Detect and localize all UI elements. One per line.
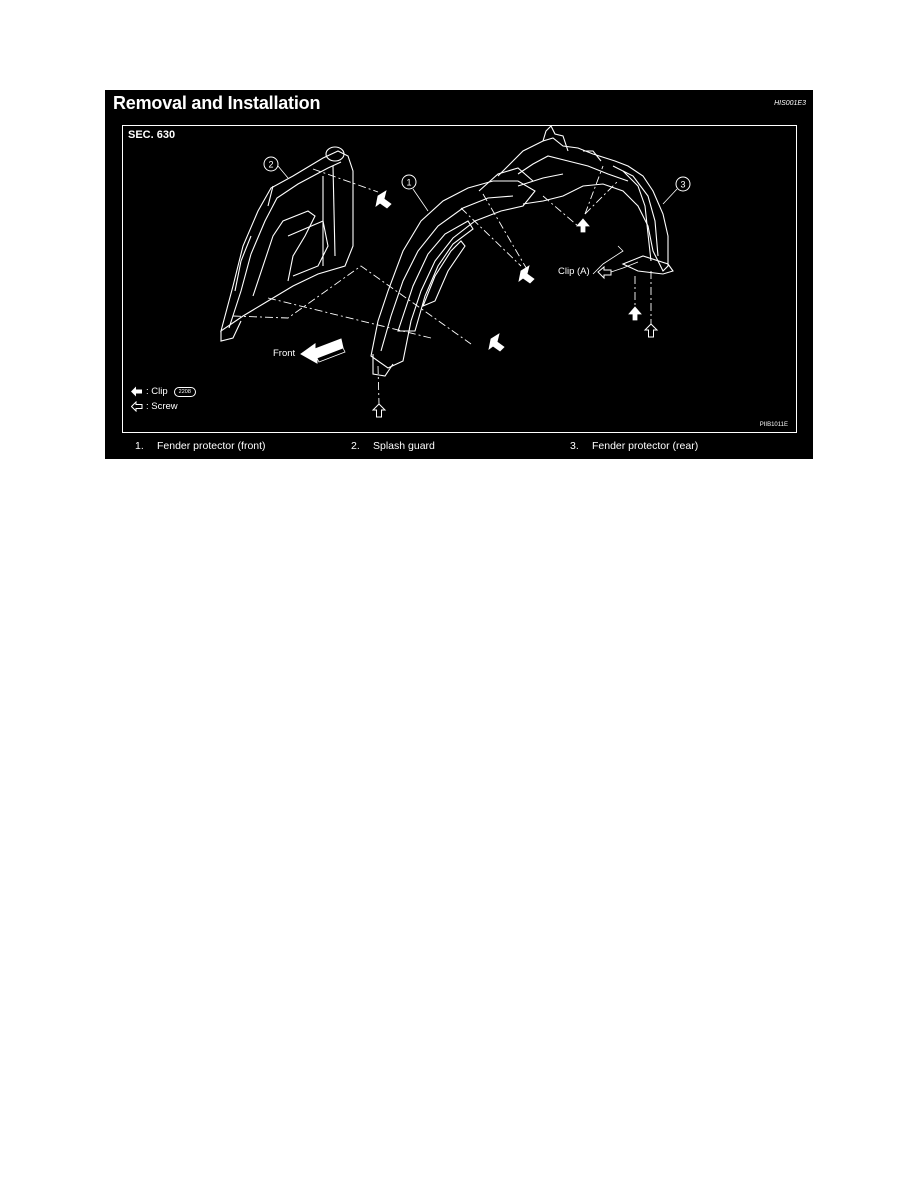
caption-text: Fender protector (front) (157, 440, 266, 452)
clip-a-label: Clip (A) (558, 266, 590, 277)
screw-arrow-icon (645, 324, 657, 337)
svg-text:3: 3 (680, 179, 686, 190)
screw-arrow-icon (373, 404, 385, 417)
legend-clip-row (131, 384, 196, 399)
legend-screw-row (131, 399, 196, 414)
screw-arrow-icon (131, 401, 143, 412)
legend-clip-code: 2208 (174, 387, 196, 397)
clip-arrow-icon (376, 191, 391, 208)
clip-arrow-icon (629, 307, 641, 320)
fender-protector-rear-drawing (498, 126, 673, 274)
clip-arrow-icon (131, 386, 143, 397)
figure-code: HIS001E3 (774, 100, 806, 107)
screw-arrow-icon (598, 267, 611, 278)
fender-diagram-art (123, 126, 798, 434)
caption-number: 1. (135, 440, 144, 452)
callout-3 (663, 177, 690, 204)
caption-item (570, 440, 698, 452)
diagram-figure (105, 90, 813, 459)
figure-title: Removal and Installation (113, 93, 321, 113)
front-label: Front (273, 348, 296, 359)
caption-number: 2. (351, 440, 360, 452)
clip-arrow-icon (519, 266, 534, 283)
callout-1 (402, 175, 428, 211)
clip-arrow-icon (577, 219, 589, 232)
image-code: PIIB1011E (759, 422, 788, 428)
caption-text: Splash guard (373, 440, 435, 452)
clip-arrow-icon (489, 334, 504, 351)
diagram-frame (122, 125, 797, 433)
fender-protector-front-drawing (371, 168, 535, 376)
front-arrow-icon (301, 339, 345, 363)
section-label: SEC. 630 (128, 129, 176, 141)
caption-item (351, 440, 435, 452)
legend (131, 384, 196, 414)
callout-2 (264, 157, 288, 178)
caption-number: 3. (570, 440, 579, 452)
legend-screw-label: : Screw (146, 401, 178, 412)
caption-text: Fender protector (rear) (592, 440, 699, 452)
svg-text:1: 1 (406, 177, 412, 188)
legend-clip-label: : Clip (146, 386, 168, 397)
caption-item (135, 440, 266, 452)
svg-text:2: 2 (268, 159, 274, 170)
